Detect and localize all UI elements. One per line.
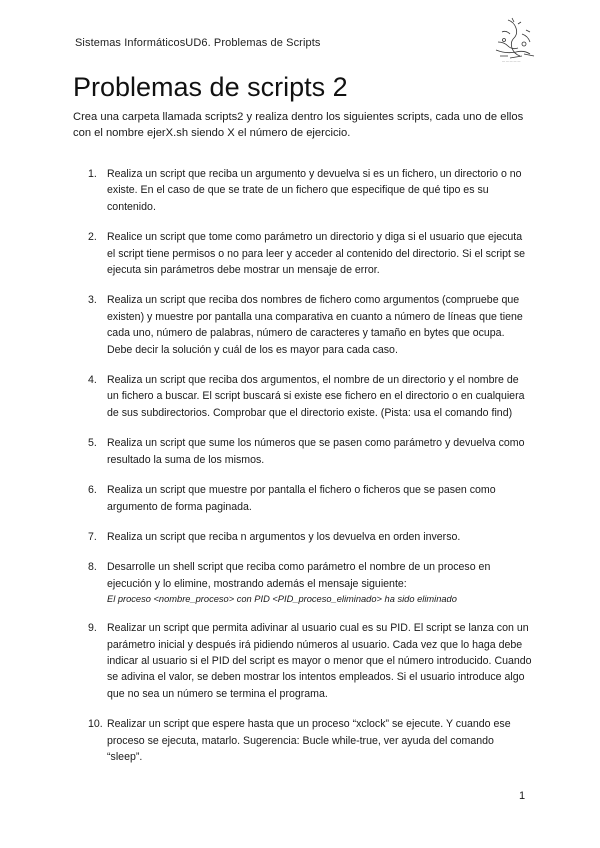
intro-paragraph: Crea una carpeta llamada scripts2 y realiza dentro los siguientes scripts, cada uno de ellos con el nombre ejerX.sh siendo X el número de ejercicio. <box>73 111 524 139</box>
exercise-number: 4. <box>88 374 97 387</box>
exercise-text: Realiza un script que reciba n argumentos y los devuelva en orden inverso. <box>107 530 461 543</box>
exercise-text: Realiza un script que sume los números que se pasen como parámetro y devuelva como resultado la suma de los mismos. <box>107 437 525 466</box>
page-header: Sistemas InformáticosUD6. Problemas de Scripts <box>75 37 321 49</box>
exercise-item <box>72 716 532 765</box>
page-number: 1 <box>519 790 526 802</box>
exercise-item <box>72 529 532 545</box>
exercise-text: Realiza un script que muestre por pantalla el fichero o ficheros que se pasen como argumento de forma paginada. <box>107 484 496 513</box>
exercise-item <box>72 372 532 421</box>
exercise-number: 5. <box>88 437 97 450</box>
exercise-item <box>72 166 532 215</box>
exercise-number: 7. <box>88 530 97 543</box>
exercise-note: El proceso <nombre_proceso> con PID <PID_proceso_eliminado> ha sido eliminado <box>107 594 457 605</box>
exercise-item <box>72 229 532 278</box>
exercise-number: 2. <box>88 231 97 244</box>
exercise-text: Realiza un script que reciba un argumento y devuelva si es un fichero, un directorio o no existe. En el caso de que se trate de un fichero que especifique de qué tipo es su contenido. <box>107 168 522 213</box>
exercise-text: Realice un script que tome como parámetro un directorio y diga si el usuario que ejecuta el script tiene permisos o no para leer y acceder al contenido del directorio. Si el script se ejecuta sin parámetros debe mostrar un mensaje de error. <box>107 231 526 277</box>
exercise-item <box>72 435 532 468</box>
exercise-item <box>72 559 532 606</box>
svg-text:— — — — —: — — — — — <box>502 59 521 63</box>
exercise-item <box>72 620 532 702</box>
exercise-item <box>72 292 532 358</box>
exercise-text: Realiza un script que reciba dos nombres de fichero como argumentos (compruebe que existen) y muestre por pantalla una comparativa en cuanto a número de líneas que tiene cada uno, número de palabras, número de caracteres y tamaño en bytes que ocupa. Debe decir la solución y cuál de los es mayor para cada caso. <box>107 294 523 356</box>
exercise-number: 3. <box>88 294 97 307</box>
ies-logo-icon <box>488 14 544 64</box>
page-title: Problemas de scripts 2 <box>73 72 348 102</box>
exercise-number: 1. <box>88 168 97 180</box>
exercise-text: Realizar un script que permita adivinar al usuario cual es su PID. El script se lanza con un parámetro inicial y después irá pidiendo números al usuario. Cada vez que lo haga debe indicar al usuario si el PID del script es mayor o menor que el número introducido. Cuando se adivina el valor, se deben mostrar los intentos empleados. Si el usuario introduce algo que no sea un número se termina el programa. <box>107 622 532 700</box>
exercise-text: Desarrolle un shell script que reciba como parámetro el nombre de un proceso en ejecución y lo elimine, mostrando además el mensaje siguiente: <box>107 561 491 590</box>
exercise-number: 10. <box>88 718 103 731</box>
exercise-text: Realiza un script que reciba dos argumentos, el nombre de un directorio y el nombre de un fichero a buscar. El script buscará si existe ese fichero en el directorio o en cualquiera de sus subdirectorios. Comprobar que el directorio existe. (Pista: usa el comando find) <box>107 374 525 419</box>
exercise-number: 9. <box>88 622 97 635</box>
exercise-number: 6. <box>88 484 97 497</box>
exercise-list <box>72 166 532 779</box>
exercise-number: 8. <box>88 561 97 574</box>
exercise-item <box>72 482 532 515</box>
exercise-text: Realizar un script que espere hasta que un proceso “xclock” se ejecute. Y cuando ese proceso se ejecuta, matarlo. Sugerencia: Bucle while-true, ver ayuda del comando “sleep”. <box>107 718 511 763</box>
